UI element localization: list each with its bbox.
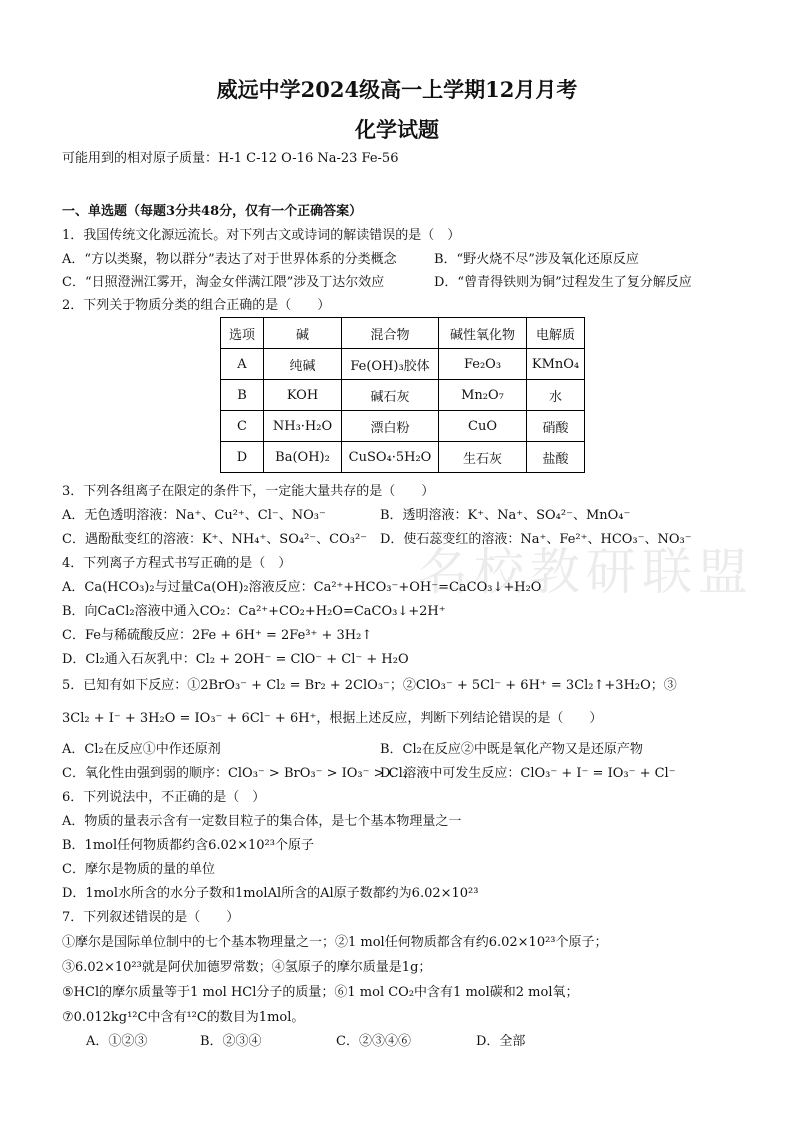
q4-stem: 4．下列离子方程式书写正确的是（ ） — [62, 556, 292, 571]
q7-option-d: D．全部 — [476, 1034, 526, 1049]
table-cell: D — [221, 442, 264, 473]
q7-stem: 7．下列叙述错误的是（ ） — [62, 910, 240, 925]
q5-option-c: C．氧化性由强到弱的顺序：ClO₃⁻ > BrO₃⁻ > IO₃⁻ > Cl₂ — [62, 766, 408, 781]
q5-stem-line1: 5．已知有如下反应：①2BrO₃⁻ + Cl₂ = Br₂ + 2ClO₃⁻；②ClO₃⁻ + 5Cl⁻ + 6H⁺ = 3Cl₂↑+3H₂O；③ — [62, 678, 677, 693]
atomic-mass-line: 可能用到的相对原子质量：H-1 C-12 O-16 Na-23 Fe-56 — [62, 151, 399, 166]
table-header-cell: 电解质 — [527, 318, 585, 349]
table-cell: 硝酸 — [527, 411, 585, 442]
table-row — [221, 411, 585, 442]
q1-option-d: D．“曾青得铁则为铜”过程发生了复分解反应 — [434, 275, 692, 290]
watermark: 名校教研联盟 — [418, 543, 754, 601]
table-cell: 纯碱 — [264, 349, 342, 380]
q2-stem: 2．下列关于物质分类的组合正确的是（ ） — [62, 298, 331, 313]
table-row — [221, 380, 585, 411]
q6-stem: 6．下列说法中，不正确的是（ ） — [62, 790, 266, 805]
q5-option-b: B．Cl₂在反应②中既是氧化产物又是还原产物 — [380, 742, 643, 757]
table-header-row — [221, 318, 585, 349]
q4-option-a: A．Ca(HCO₃)₂与过量Ca(OH)₂溶液反应：Ca²⁺+HCO₃⁻+OH⁻=CaCO₃↓+H₂O — [62, 580, 542, 595]
table-row — [221, 349, 585, 380]
q5-option-d: D．溶液中可发生反应：ClO₃⁻ + I⁻ = IO₃⁻ + Cl⁻ — [380, 766, 676, 781]
table-cell: C — [221, 411, 264, 442]
table-cell: NH₃·H₂O — [264, 411, 342, 442]
table-cell: CuO — [439, 411, 527, 442]
q7-option-a: A．①②③ — [86, 1034, 148, 1049]
q3-option-a: A．无色透明溶液：Na⁺、Cu²⁺、Cl⁻、NO₃⁻ — [62, 508, 326, 523]
table-cell: 碱石灰 — [342, 380, 439, 411]
section-heading: 一、单选题（每题3分共48分，仅有一个正确答案） — [62, 204, 363, 219]
q5-option-a: A．Cl₂在反应①中作还原剂 — [62, 742, 221, 757]
table-cell: 水 — [527, 380, 585, 411]
table-header-cell: 碱性氧化物 — [439, 318, 527, 349]
table-cell: CuSO₄·5H₂O — [342, 442, 439, 473]
table-cell: A — [221, 349, 264, 380]
table-cell: Mn₂O₇ — [439, 380, 527, 411]
table-cell: B — [221, 380, 264, 411]
q6-option-b: B．1mol任何物质都约含6.02×10²³个原子 — [62, 838, 314, 853]
classification-table — [220, 317, 585, 473]
q1-option-c: C．“日照澄洲江雾开，淘金女伴满江隈”涉及丁达尔效应 — [62, 275, 385, 290]
exam-title: 威远中学2024级高一上学期12月月考 — [216, 77, 578, 102]
q7-statement-line: ③6.02×10²³就是阿伏加德罗常数；④氢原子的摩尔质量是1g； — [62, 960, 432, 975]
table-header-cell: 碱 — [264, 318, 342, 349]
q6-option-a: A．物质的量表示含有一定数目粒子的集合体，是七个基本物理量之一 — [62, 814, 462, 829]
table-cell: Fe(OH)₃胶体 — [342, 349, 439, 380]
table-cell: KOH — [264, 380, 342, 411]
table-header-cell: 选项 — [221, 318, 264, 349]
exam-subtitle: 化学试题 — [355, 117, 439, 142]
table-cell: KMnO₄ — [527, 349, 585, 380]
q3-option-c: C．遇酚酞变红的溶液：K⁺、NH₄⁺、SO₄²⁻、CO₃²⁻ — [62, 532, 368, 547]
q4-option-d: D．Cl₂通入石灰乳中：Cl₂ + 2OH⁻ = ClO⁻ + Cl⁻ + H₂O — [62, 652, 409, 667]
table-row — [221, 442, 585, 473]
table-header-cell: 混合物 — [342, 318, 439, 349]
q1-option-b: B．“野火烧不尽”涉及氧化还原反应 — [434, 252, 639, 267]
q7-statement-line: ⑦0.012kg¹²C中含有¹²C的数目为1mol。 — [62, 1010, 305, 1025]
q1-option-a: A．“方以类聚，物以群分”表达了对于世界体系的分类概念 — [62, 252, 397, 267]
q3-option-b: B．透明溶液：K⁺、Na⁺、SO₄²⁻、MnO₄⁻ — [380, 508, 631, 523]
q7-option-b: B．②③④ — [200, 1034, 262, 1049]
q6-option-c: C．摩尔是物质的量的单位 — [62, 862, 215, 877]
q1-stem: 1．我国传统文化源远流长。对下列古文或诗词的解读错误的是（ ） — [62, 228, 461, 243]
q6-option-d: D．1mol水所含的水分子数和1molAl所含的Al原子数都约为6.02×10²³ — [62, 886, 479, 901]
q7-statement-line: ①摩尔是国际单位制中的七个基本物理量之一；②1 mol任何物质都含有约6.02×10²³个原子； — [62, 935, 608, 950]
table-cell: Ba(OH)₂ — [264, 442, 342, 473]
q7-statement-line: ⑤HCl的摩尔质量等于1 mol HCl分子的质量；⑥1 mol CO₂中含有1 mol碳和2 mol氧； — [62, 985, 579, 1000]
table-cell: 漂白粉 — [342, 411, 439, 442]
table-cell: Fe₂O₃ — [439, 349, 527, 380]
table-cell: 盐酸 — [527, 442, 585, 473]
q7-option-c: C．②③④⑥ — [336, 1034, 411, 1049]
q5-stem-line2: 3Cl₂ + I⁻ + 3H₂O = IO₃⁻ + 6Cl⁻ + 6H⁺，根据上述反应，判断下列结论错误的是（ ） — [62, 711, 603, 726]
table-cell: 生石灰 — [439, 442, 527, 473]
q4-option-b: B．向CaCl₂溶液中通入CO₂：Ca²⁺+CO₂+H₂O=CaCO₃↓+2H⁺ — [62, 604, 446, 619]
q3-option-d: D．使石蕊变红的溶液：Na⁺、Fe²⁺、HCO₃⁻、NO₃⁻ — [380, 532, 692, 547]
q3-stem: 3．下列各组离子在限定的条件下，一定能大量共存的是（ ） — [62, 484, 435, 499]
q4-option-c: C．Fe与稀硫酸反应：2Fe + 6H⁺ = 2Fe³⁺ + 3H₂↑ — [62, 628, 373, 643]
